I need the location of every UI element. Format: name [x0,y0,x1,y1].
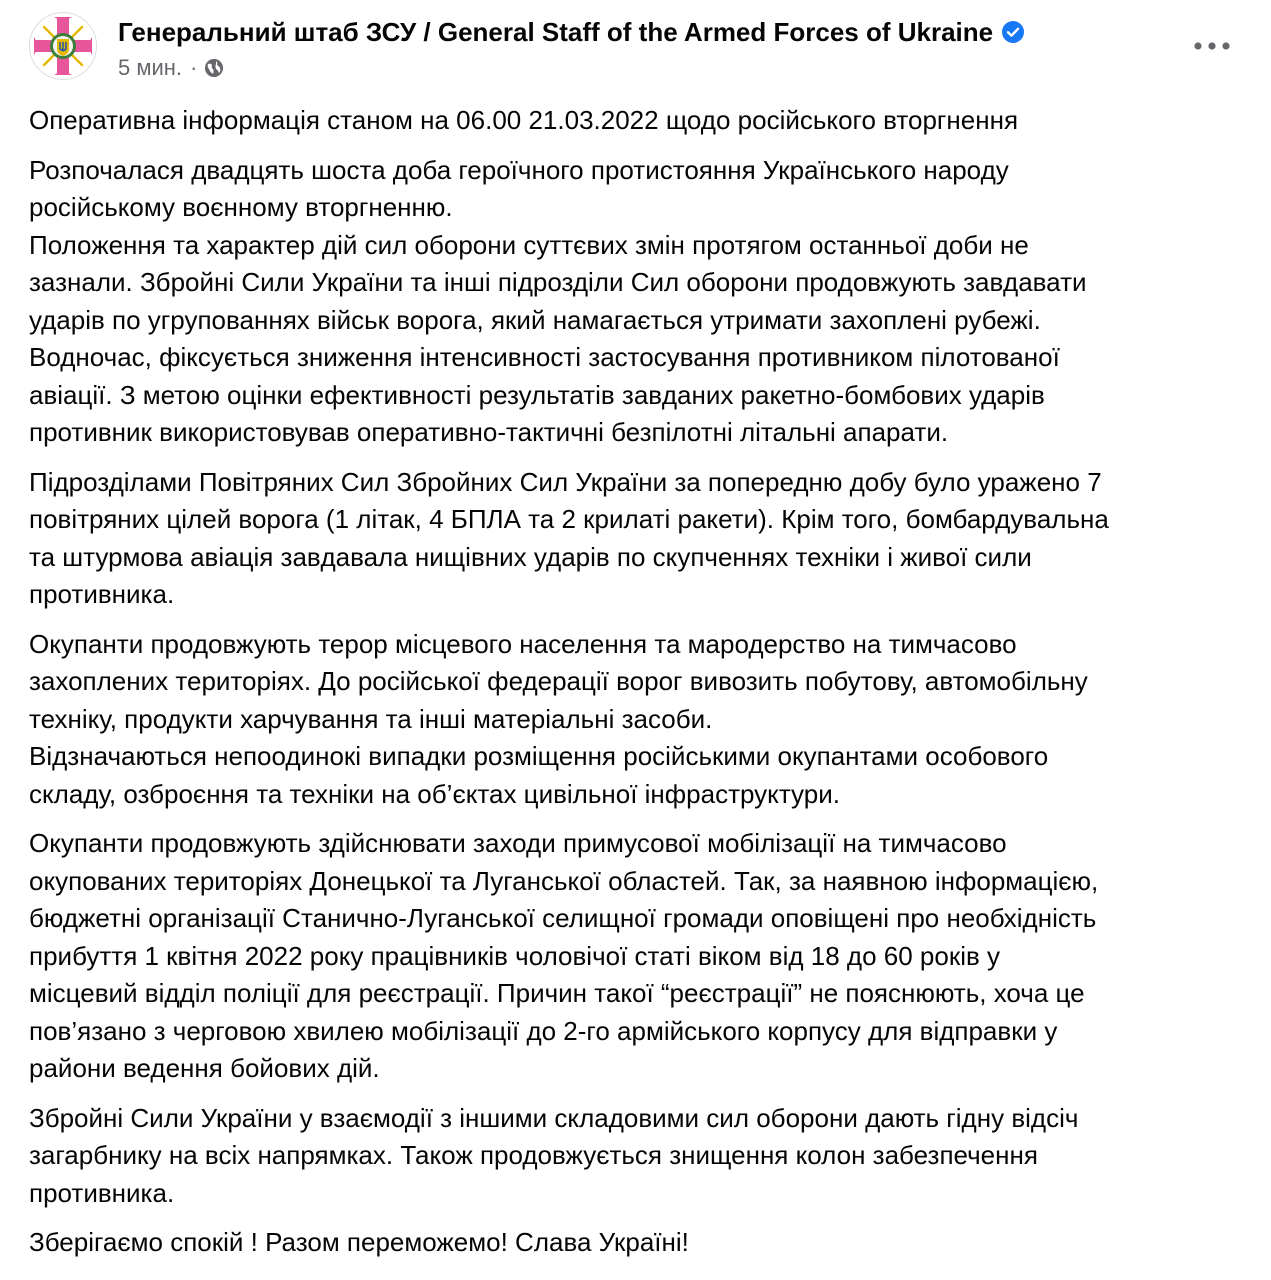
post-text [29,102,1254,1274]
general-staff-emblem-icon [30,13,96,79]
more-horizontal-icon [1192,41,1232,51]
post-options-button[interactable] [1180,24,1244,68]
page-avatar[interactable] [29,12,97,80]
post-text-line: Окупанти продовжують здійснювати заходи примусової мобілізації на тимчасово [29,828,1007,858]
post-text-line: бюджетні організації Станично-Луганської селищної громади оповіщені про необхідність [29,903,1097,933]
post-text-line: повітряних цілей ворога (1 літак, 4 БПЛА та 2 крилаті ракети). Крім того, бомбардувальна [29,504,1109,534]
page-name-row [118,14,1025,50]
post-text-line: місцевий відділ поліції для реєстрації. Причин такої “реєстрації” не пояснюють, хоча це [29,978,1085,1008]
post-text-line: Розпочалася двадцять шоста доба героїчного протистояння Українського народу [29,154,1009,185]
post-header [0,0,1271,100]
post-timestamp-link[interactable]: 5 мин. [118,55,183,80]
post-paragraph [29,152,1254,452]
post-text-line: Водночас, фіксується зниження інтенсивності застосування противником пілотованої [29,342,1060,372]
post-text-line: противник використовував оперативно-тактичні безпілотні літальні апарати. [29,417,949,447]
post-meta [118,53,225,83]
post-paragraph [29,102,1254,140]
post-text-line: райони ведення бойових дій. [29,1053,380,1083]
post-text-line: Підрозділами Повітряних Сил Збройних Сил України за попередню добу було уражено 7 [29,466,1102,497]
page-name-link[interactable]: Генеральний штаб ЗСУ / General Staff of the Armed Forces of Ukraine [118,16,994,47]
post-text-line: складу, озброєння та техніки на об’єктах цивільної інфраструктури. [29,778,840,809]
post-text-line: противника. [29,579,175,609]
post-text-line: Оперативна інформація станом на 06.00 21.03.2022 щодо російського вторгнення [29,105,1019,135]
post-text-line: прибуття 1 квітня 2022 року працівників чоловічої статі віком від 18 до 60 років у [29,940,1001,971]
post-paragraph [29,626,1254,814]
post-text-line: зазнали. Збройні Сили України та інші підрозділи Сил оборони продовжують завдавати [29,267,1087,297]
post-text-line: техніку, продукти харчування та інші матеріальні засоби. [29,703,713,734]
post-paragraph [29,825,1254,1088]
post-paragraph [29,1224,1254,1262]
meta-separator: · [190,55,198,80]
post-paragraph [29,1100,1254,1213]
post-text-line: захоплених територіях. До російської федерації ворог вивозить побутову, автомобільну [29,666,1088,696]
post-text-line: окупованих територіях Донецької та Луганської областей. Так, за наявною інформацією, [29,865,1099,896]
post-text-line: авіації. З метою оцінки ефективності результатів завданих ракетно-бомбових ударів [29,379,1045,410]
post-text-line: Окупанти продовжують терор місцевого населення та мародерство на тимчасово [29,628,1017,659]
post-text-line: Зберігаємо спокій ! Разом переможемо! Слава Україні! [29,1227,689,1257]
post-text-line: Відзначаються непоодинокі випадки розміщення російськими окупантами особового [29,741,1049,771]
post-text-line: Збройні Сили України у взаємодії з іншими складовими сил оборони дають гідну відсіч [29,1102,1079,1133]
post-text-line: пов’язано з черговою хвилею мобілізації до 2-го армійського корпусу для відправки у [29,1015,1058,1046]
post-text-line: російському воєнному вторгненню. [29,192,453,222]
verified-badge-icon [1001,20,1025,44]
globe-icon[interactable] [203,57,225,79]
post-paragraph [29,464,1254,614]
post-text-line: противника. [29,1177,175,1208]
post-text-line: Положення та характер дій сил оборони суттєвих змін протягом останньої доби не [29,229,1029,260]
post-text-line: загарбнику на всіх напрямках. Також продовжується знищення колон забезпечення [29,1140,1038,1170]
post-text-line: ударів по угрупованнях військ ворога, який намагається утримати захоплені рубежі. [29,304,1041,335]
post-text-line: та штурмова авіація завдавала нищівних ударів по скупченнях техніки і живої сили [29,541,1032,572]
